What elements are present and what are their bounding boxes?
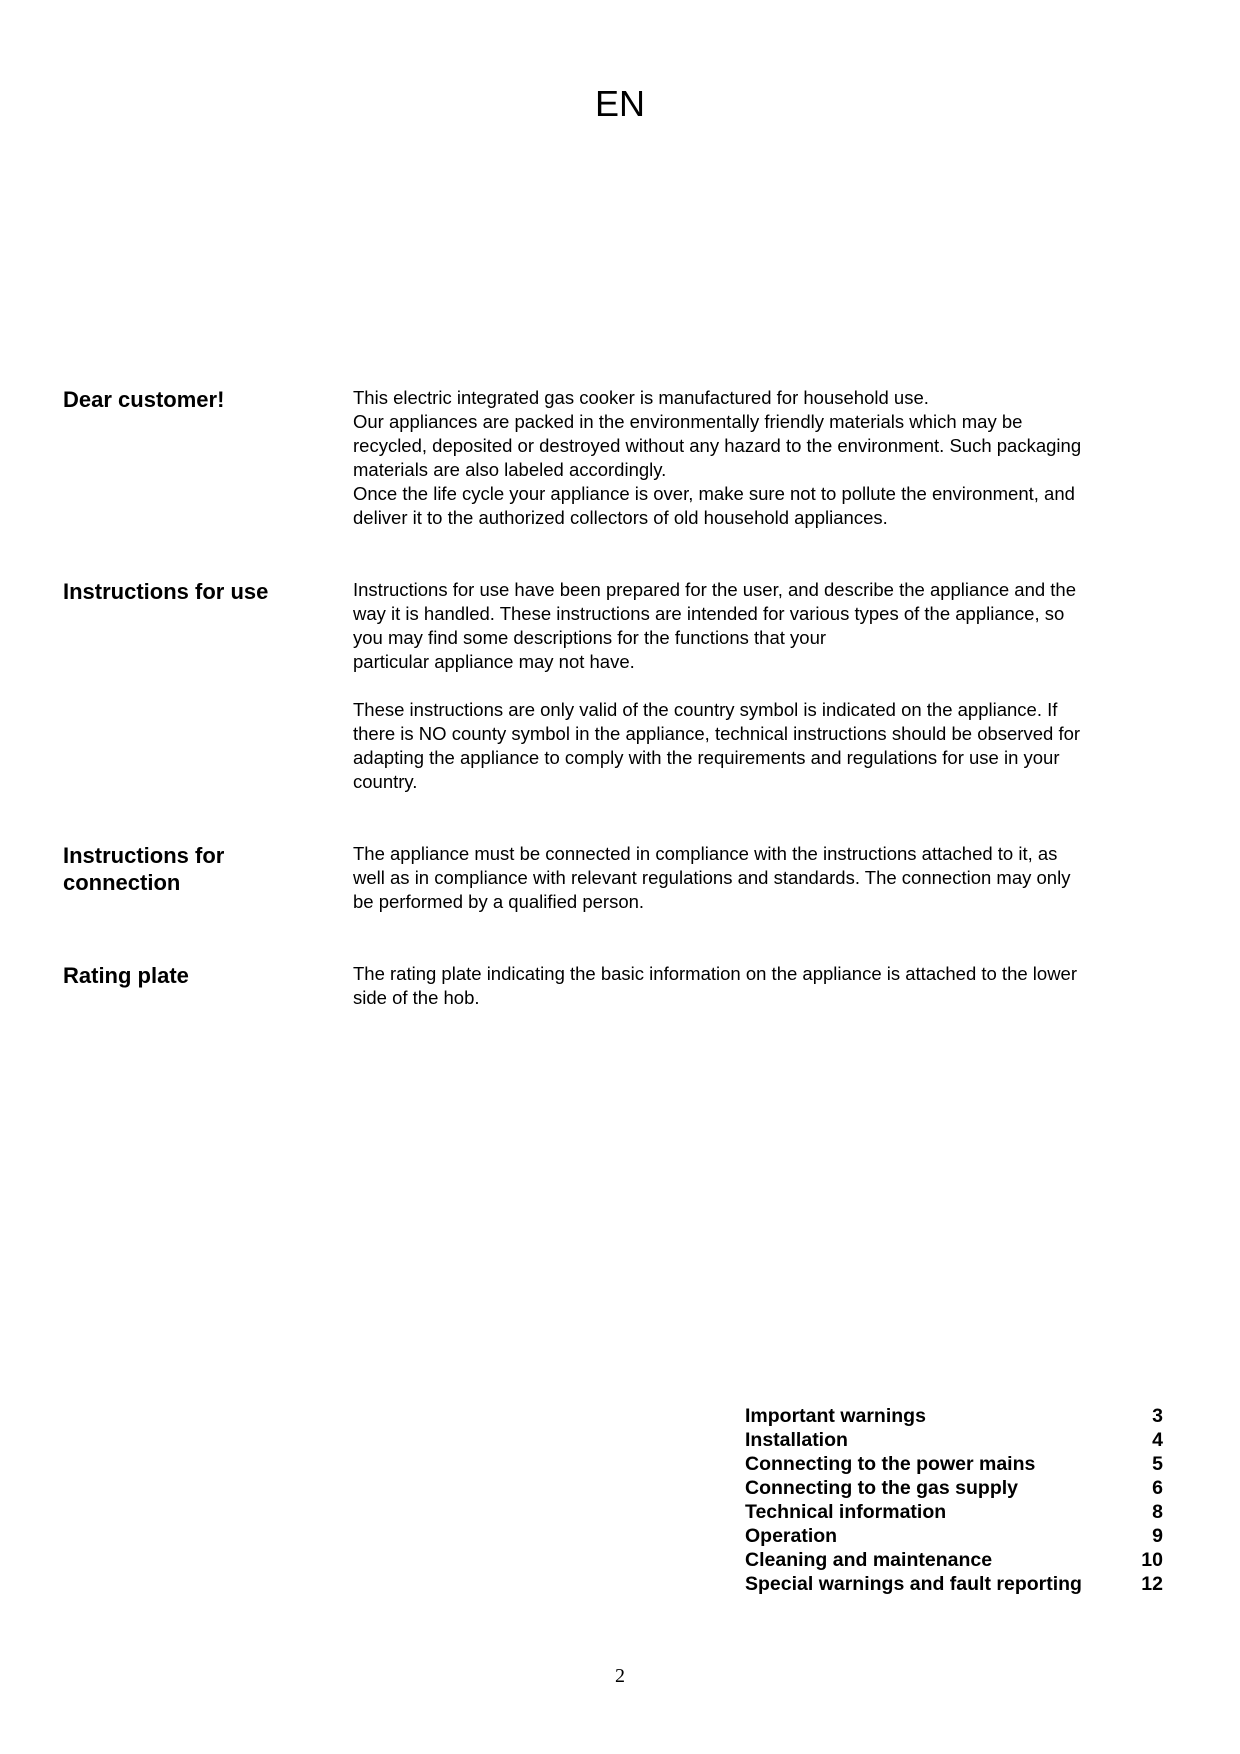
text-line: recycled, deposited or destroyed without any hazard to the environment. Such packaging (353, 435, 1082, 456)
toc-entry (745, 1404, 1163, 1428)
text-line: way it is handled. These instructions are intended for various types of the appliance, so (353, 603, 1065, 624)
toc-entry (745, 1452, 1163, 1476)
toc-entry (745, 1548, 1163, 1572)
text-line: This electric integrated gas cooker is manufactured for household use. (353, 387, 929, 408)
toc-page: 4 (1152, 1429, 1163, 1451)
paragraph (353, 962, 1183, 1010)
toc-entry (745, 1428, 1163, 1452)
table-of-contents (745, 1404, 1163, 1596)
section-body (353, 386, 1183, 530)
text-line: adapting the appliance to comply with the requirements and regulations for use in your (353, 747, 1060, 768)
text-line: materials are also labeled accordingly. (353, 459, 667, 480)
toc-title: Cleaning and maintenance (745, 1549, 993, 1571)
section-heading: Rating plate (63, 963, 189, 988)
text-line: deliver it to the authorized collectors of old household appliances. (353, 507, 888, 528)
heading-line: Instructions for (63, 843, 225, 868)
paragraph (353, 698, 1183, 794)
text-line: particular appliance may not have. (353, 651, 635, 672)
text-line: Instructions for use have been prepared for the user, and describe the appliance and the (353, 579, 1077, 600)
toc-entry (745, 1524, 1163, 1548)
toc-page: 6 (1152, 1477, 1163, 1499)
text-line: side of the hob. (353, 987, 480, 1008)
toc-page: 8 (1152, 1501, 1163, 1523)
toc-page: 12 (1141, 1573, 1163, 1595)
toc-title: Installation (745, 1429, 848, 1451)
paragraph (353, 578, 1183, 674)
paragraph (353, 386, 1183, 530)
text-line: there is NO county symbol in the appliance, technical instructions should be observed for (353, 723, 1081, 744)
toc-title: Connecting to the gas supply (745, 1477, 1019, 1499)
toc-title: Technical information (745, 1501, 947, 1523)
heading-line: connection (63, 870, 181, 895)
section-body (353, 578, 1183, 794)
page-number: 2 (615, 1665, 625, 1687)
text-line: Our appliances are packed in the environmentally friendly materials which may be (353, 411, 1023, 432)
toc-page: 9 (1152, 1525, 1163, 1547)
text-line: Once the life cycle your appliance is over, make sure not to pollute the environment, and (353, 483, 1075, 504)
section-heading: Dear customer! (63, 387, 225, 412)
toc-entry (745, 1500, 1163, 1524)
toc-title: Important warnings (745, 1405, 926, 1427)
toc-title: Connecting to the power mains (745, 1453, 1036, 1475)
section-body (353, 842, 1183, 914)
paragraph (353, 842, 1183, 914)
text-line: These instructions are only valid of the country symbol is indicated on the appliance. If (353, 699, 1058, 720)
toc-entry (745, 1572, 1163, 1596)
language-code: EN (594, 83, 645, 124)
section-body (353, 962, 1183, 1010)
toc-page: 3 (1152, 1405, 1163, 1427)
text-line: The appliance must be connected in compliance with the instructions attached to it, as (353, 843, 1058, 864)
section-heading (63, 842, 323, 896)
text-line: well as in compliance with relevant regulations and standards. The connection may only (353, 867, 1071, 888)
text-line: you may find some descriptions for the functions that your (353, 627, 827, 648)
toc-page: 5 (1152, 1453, 1163, 1475)
text-line: country. (353, 771, 418, 792)
toc-page: 10 (1141, 1549, 1163, 1571)
text-line: The rating plate indicating the basic information on the appliance is attached to the lower (353, 963, 1078, 984)
section-heading: Instructions for use (63, 579, 269, 604)
text-line: be performed by a qualified person. (353, 891, 645, 912)
toc-title: Operation (745, 1525, 838, 1547)
toc-title: Special warnings and fault reporting (745, 1573, 1082, 1595)
toc-entry (745, 1476, 1163, 1500)
